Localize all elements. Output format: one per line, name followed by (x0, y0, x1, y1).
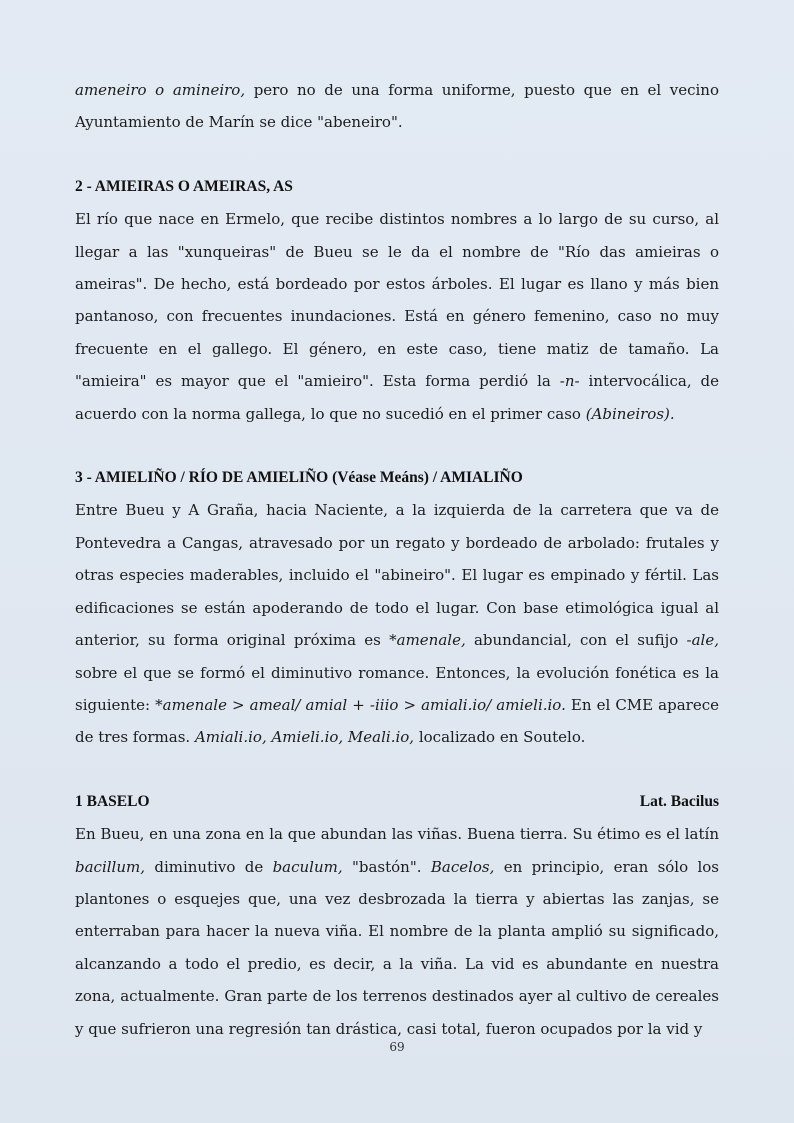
section-heading-amielino: 3 - AMIELIÑO / RÍO DE AMIELIÑO (Véase Meáns) / AMIALIÑO (75, 469, 523, 487)
section-paragraph-amielino: Entre Bueu y A Graña, hacia Naciente, a la izquierda de la carretera que va de Pontevedra a Cangas, atravesado por un regato y bordeado de arbolado: frutales y otras especies maderables, incluido el "abineiro". El lugar es empinado y fértil. Las edificaciones se están apoderando de todo el lugar. Con base etimológica igual al anterior, su forma original próxima es *amenale, abundancial, con el sufijo -ale, sobre el que se formó el diminutivo romance. Entonces, la evolución fonética es la siguiente: *amenale > ameal/ amial + -iiio > amiali.io/ amieli.io. En el CME aparece de tres formas. Amiali.io, Amieli.io, Meali.io, localizado en Soutelo. (75, 501, 719, 747)
section-heading-amieiras: 2 - AMIEIRAS O AMEIRAS, AS (75, 177, 293, 195)
entry-title: 1 BASELO (75, 792, 150, 810)
section-paragraph-amieiras: El río que nace en Ermelo, que recibe distintos nombres a lo largo de su curso, al llegar a las "xunqueiras" de Bueu se le da el nombre de "Río das amieiras o ameiras". De hecho, está bordeado por estos árboles. El lugar es llano y más bien pantanoso, con frecuentes inundaciones. Está en género femenino, caso no muy frecuente en el gallego. El género, en este caso, tiene matiz de tamaño. La "amieira" es mayor que el "amieiro". Esta forma perdió la -n- intervocálica, de acuerdo con la norma gallega, lo que no sucedió en el primer caso (Abineiros). (75, 210, 719, 423)
section-heading-baselo (75, 786, 719, 818)
etymology-label: Lat. Bacilus (639, 792, 719, 810)
page-number: 69 (389, 1040, 405, 1054)
section-paragraph-baselo: En Bueu, en una zona en la que abundan las viñas. Buena tierra. Su étimo es el latín bacillum, diminutivo de baculum, "bastón". Bacelos, en principio, eran sólo los plantones o esquejes que, una vez desbrozada la tierra y abiertas las zanjas, se enterraban para hacer la nueva viña. El nombre de la planta amplió su significado, alcanzando a todo el predio, es decir, a la viña. La vid es abundante en nuestra zona, actualmente. Gran parte de los terrenos destinados ayer al cultivo de cereales y que sufrieron una regresión tan drástica, casi total, fueron ocupados por la vid y (75, 825, 719, 1038)
page-body (75, 74, 719, 1045)
intro-paragraph: ameneiro o amineiro, pero no de una forma uniforme, puesto que en el vecino Ayuntamiento de Marín se dice "abeneiro". (75, 81, 719, 132)
